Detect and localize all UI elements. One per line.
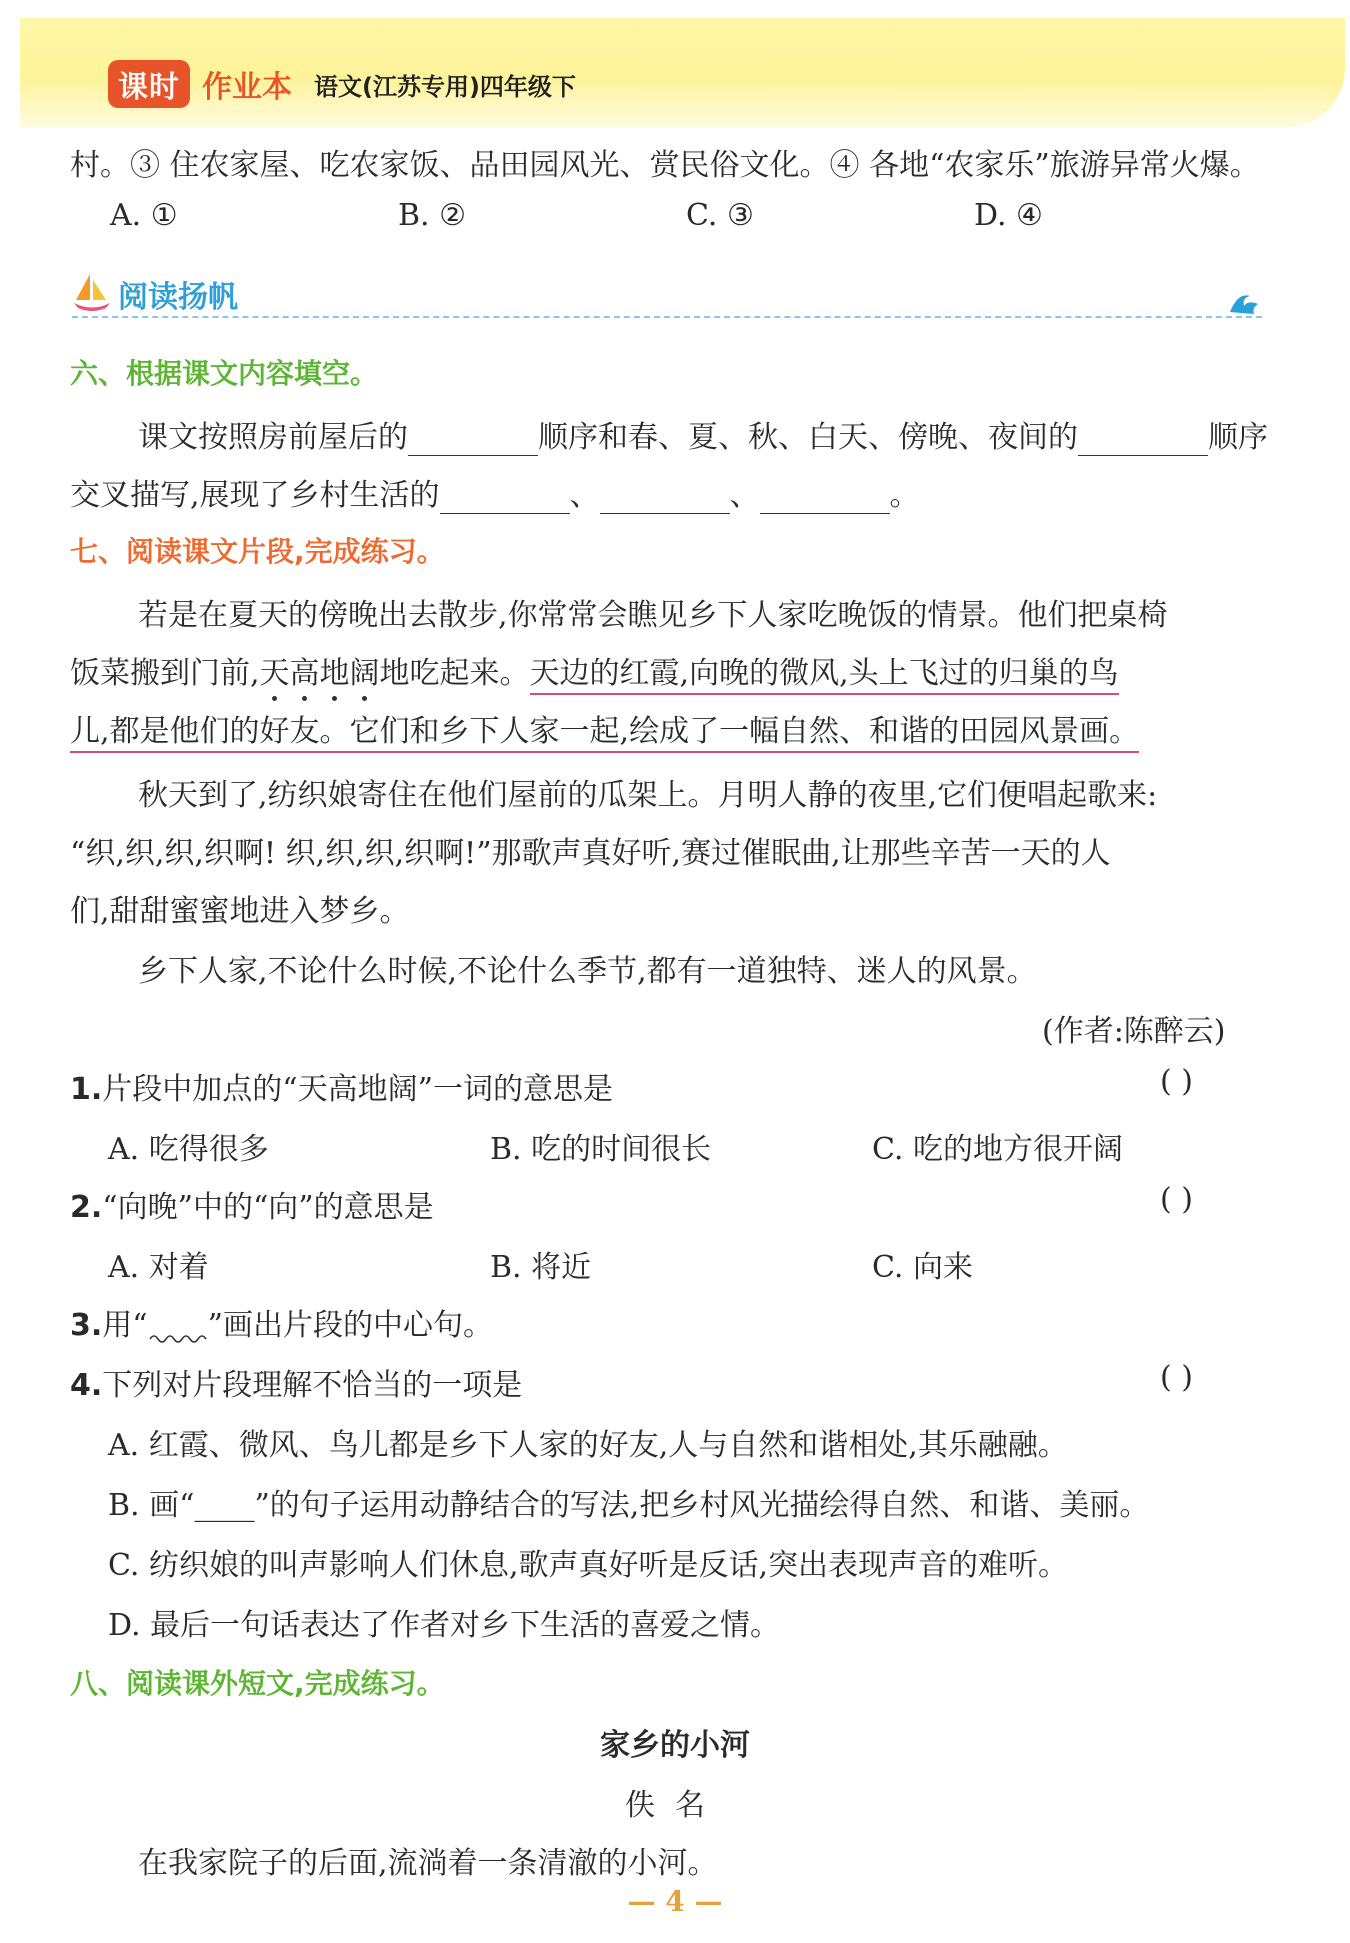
prev-option-c: C. ③ (686, 198, 754, 233)
q7-para1-line1: 若是在夏天的傍晚出去散步,你常常会瞧见乡下人家吃晚饭的情景。他们把桌椅 (138, 598, 1168, 633)
q6-text-4: 交叉描写,展现了乡村生活的 (70, 478, 440, 513)
q7-2-num: 2. (70, 1190, 103, 1225)
prev-option-b: B. ② (398, 198, 467, 233)
q7-4-text (70, 1360, 522, 1404)
q7-1-answer-paren[interactable]: ( ) (1160, 1064, 1193, 1099)
q8-heading: 八、阅读课外短文,完成练习。 (70, 1667, 445, 1700)
q7-3-num: 3. (70, 1308, 103, 1343)
q6-text-3: 顺序 (1208, 420, 1268, 455)
q6-sep-2: 、 (729, 478, 760, 513)
passage-author: 佚名 (625, 1788, 725, 1823)
q7-4-stem: 下列对片段理解不恰当的一项是 (102, 1368, 523, 1403)
book-subject: 语文(江苏专用)四年级下 (314, 72, 576, 101)
q7-para3: 乡下人家,不论什么时候,不论什么季节,都有一道独特、迷人的风景。 (138, 954, 1037, 989)
q6-text-2: 顺序和春、夏、秋、白天、傍晚、夜间的 (538, 420, 1078, 455)
q7-para2-line2: “织,织,织,织啊! 织,织,织,织啊!”那歌声真好听,赛过催眠曲,让那些辛苦一天的人 (70, 836, 1111, 871)
q7-4-answer-paren[interactable]: ( ) (1160, 1360, 1193, 1395)
q7-2-answer-paren[interactable]: ( ) (1160, 1182, 1193, 1217)
prev-option-a: A. ① (110, 198, 178, 233)
dotted-char-2: 高 (289, 656, 320, 691)
q7-para2-line3: 们,甜甜蜜蜜地进入梦乡。 (70, 894, 410, 929)
q7-4-option-a: A. 红霞、微风、鸟儿都是乡下人家的好友,人与自然和谐相处,其乐融融。 (108, 1428, 1068, 1463)
section-reading-label: 阅读扬帆 (118, 280, 238, 315)
q6-text-1: 课文按照房前屋后的 (138, 420, 408, 455)
q7-para2-line1: 秋天到了,纺织娘寄住在他们屋前的瓜架上。月明人静的夜里,它们便唱起歌来: (138, 778, 1158, 813)
brand-name: 作业本 (202, 70, 292, 105)
q7-1-option-c: C. 吃的地方很开阔 (872, 1132, 1123, 1167)
brand-logo: 课时 (108, 60, 190, 108)
q6-end: 。 (889, 478, 920, 513)
dotted-char-1: 天 (259, 656, 290, 691)
q6-heading: 六、根据课文内容填空。 (70, 357, 379, 390)
section-reading-header (72, 268, 1262, 318)
q7-2-stem: “向晚”中的“向”的意思是 (102, 1190, 434, 1225)
q7-4-num: 4. (70, 1368, 103, 1403)
blank-5[interactable] (760, 483, 890, 514)
blank-2[interactable] (1078, 425, 1208, 456)
q6-line-2 (70, 470, 920, 514)
page-number: — 4 — (627, 1885, 723, 1918)
passage-title: 家乡的小河 (600, 1728, 750, 1763)
q7-para1-line3 (70, 706, 1139, 750)
q7-1-stem: 片段中加点的“天高地阔”一词的意思是 (102, 1072, 613, 1107)
header-brand (108, 62, 576, 106)
q7-2-option-c: C. 向来 (872, 1250, 973, 1285)
dotted-phrase (260, 648, 380, 692)
q7-3-text-b: ”画出片段的中心句。 (207, 1308, 493, 1343)
sailboat-icon (72, 270, 112, 312)
wave-icon (1228, 288, 1262, 316)
underlined-sentence-part1: 天边的红霞,向晚的微风,头上飞过的归巢的鸟 (530, 656, 1119, 695)
q7-2-option-b: B. 将近 (490, 1250, 592, 1285)
q6-sep-1: 、 (569, 478, 600, 513)
q7-heading: 七、阅读课文片段,完成练习。 (70, 535, 445, 568)
q7-4-option-c: C. 纺织娘的叫声影响人们休息,歌声真好听是反话,突出表现声音的难听。 (108, 1548, 1069, 1583)
dotted-char-3: 地 (319, 656, 350, 691)
q7-1-option-a: A. 吃得很多 (108, 1132, 269, 1167)
q6-line-1 (138, 412, 1268, 456)
q7-4-option-b: B. 画“____”的句子运用动静结合的写法,把乡村风光描绘得自然、和谐、美丽。 (108, 1488, 1150, 1523)
q7-source: (作者:陈醉云) (1042, 1014, 1226, 1049)
q7-2-option-a: A. 对着 (108, 1250, 209, 1285)
prev-question-text: 村。③ 住农家屋、吃农家饭、品田园风光、赏民俗文化。④ 各地“农家乐”旅游异常火爆。 (70, 148, 1260, 183)
blank-3[interactable] (440, 483, 570, 514)
q7-3-text-a: 用“ (102, 1308, 148, 1343)
underlined-sentence-part2: 儿,都是他们的好友。 (70, 714, 350, 753)
q7-2-text (70, 1182, 434, 1226)
prev-option-d: D. ④ (974, 198, 1043, 233)
dotted-char-4: 阔 (349, 656, 380, 691)
q7-1-option-b: B. 吃的时间很长 (490, 1132, 712, 1167)
blank-1[interactable] (408, 425, 538, 456)
blank-4[interactable] (600, 483, 730, 514)
q7-1-num: 1. (70, 1072, 103, 1107)
q7-text-b: 地吃起来。 (379, 656, 530, 691)
wavy-underline-icon (148, 1330, 208, 1344)
passage-first-line: 在我家院子的后面,流淌着一条清澈的小河。 (138, 1846, 718, 1881)
q7-text-a: 饭菜搬到门前, (70, 656, 260, 691)
underlined-sentence-part3: 它们和乡下人家一起,绘成了一幅自然、和谐的田园风景画。 (350, 714, 1140, 753)
q7-para1-line2 (70, 648, 1119, 692)
q7-3-text (70, 1300, 493, 1344)
q7-1-text (70, 1064, 613, 1108)
q7-4-option-d: D. 最后一句话表达了作者对乡下生活的喜爱之情。 (108, 1608, 781, 1643)
